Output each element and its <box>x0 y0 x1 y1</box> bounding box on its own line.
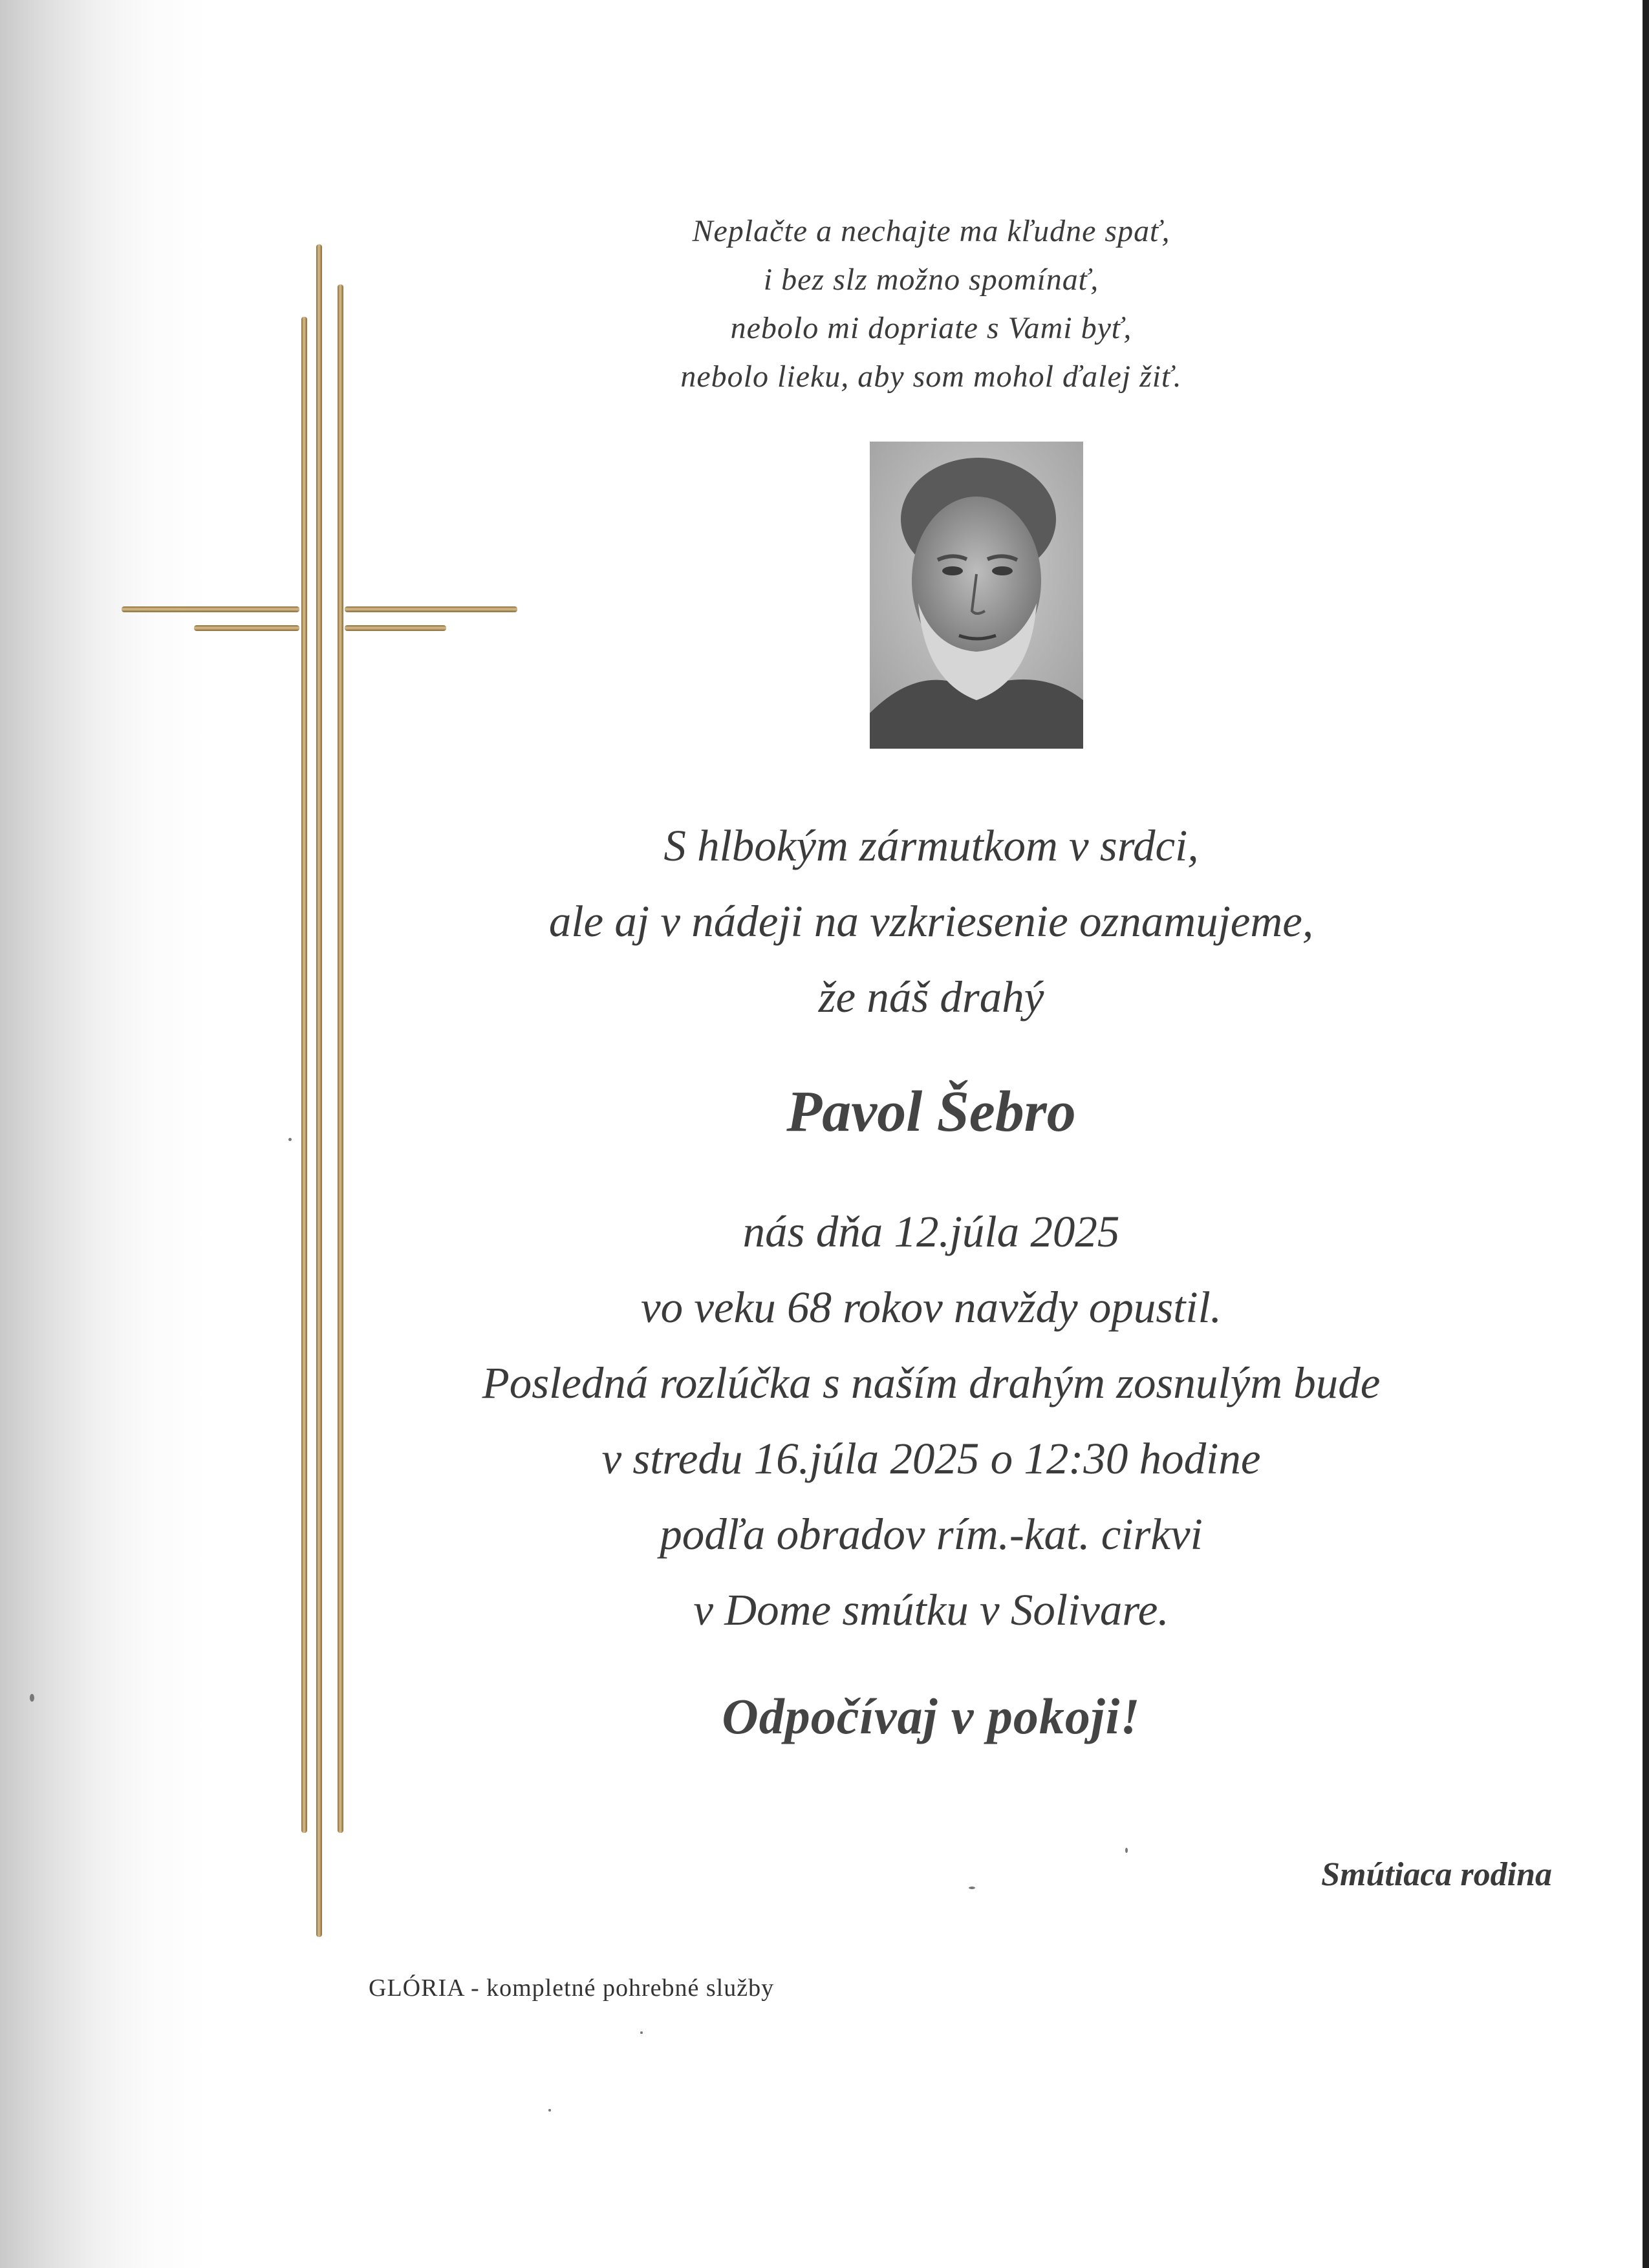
verse <box>272 207 1591 401</box>
body-line: podľa obradov rím.-kat. cirkvi <box>660 1510 1203 1559</box>
deceased-name: Pavol Šebro <box>786 1080 1076 1144</box>
closing-phrase: Odpočívaj v pokoji! <box>722 1688 1141 1744</box>
body-line: vo veku 68 rokov navždy opustil. <box>640 1283 1222 1332</box>
verse-line: Neplačte a nechajte ma kľudne spať, <box>692 214 1170 248</box>
scan-speck <box>969 1887 975 1889</box>
scan-speck <box>1125 1848 1128 1853</box>
intro-line: ale aj v nádeji na vzkriesenie oznamujeme, <box>548 897 1314 946</box>
scan-speck <box>30 1694 34 1702</box>
scan-speck <box>640 2031 643 2034</box>
body-line: Posledná rozlúčka s naším drahým zosnulým bude <box>482 1358 1381 1407</box>
body-line: v Dome smútku v Solivare. <box>693 1585 1169 1634</box>
verse-line: nebolo lieku, aby som mohol ďalej žiť. <box>680 359 1182 394</box>
signature: Smútiaca rodina <box>1321 1856 1552 1893</box>
body-line: v stredu 16.júla 2025 o 12:30 hodine <box>601 1434 1261 1483</box>
scan-speck <box>288 1138 292 1141</box>
portrait-photo <box>870 442 1083 749</box>
portrait-image <box>870 442 1083 749</box>
announcement-intro <box>272 808 1591 1035</box>
funeral-service-footer: GLÓRIA - kompletné pohrebné služby <box>369 1974 775 2002</box>
verse-line: nebolo mi dopriate s Vami byť, <box>730 311 1132 345</box>
body-line: nás dňa 12.júla 2025 <box>742 1207 1120 1256</box>
intro-line: S hlbokým zármutkom v srdci, <box>663 821 1199 870</box>
announcement-body <box>272 1194 1591 1648</box>
scan-speck <box>548 2109 551 2112</box>
intro-line: že náš drahý <box>818 972 1044 1022</box>
verse-line: i bez slz možno spomínať, <box>763 262 1099 297</box>
